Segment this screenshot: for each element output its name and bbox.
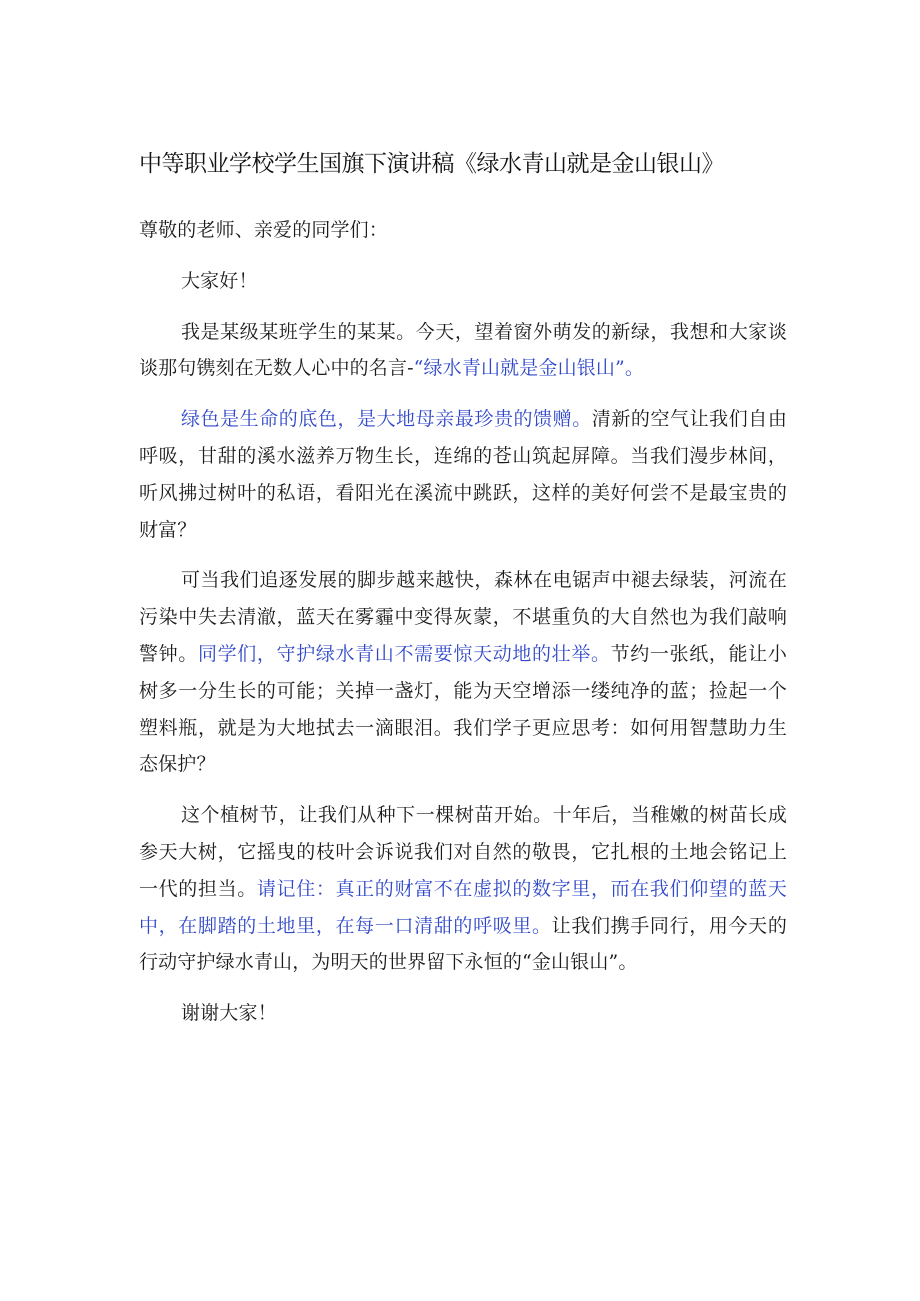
paragraph-4-highlight: 请记住：真正的财富不在虚拟的数字里，而在我们仰望的蓝天中，在脚踏的土地里，在每一口清甜的呼吸里。	[139, 877, 787, 937]
paragraph-3-highlight: 同学们，守护绿水青山不需要惊天动地的壮举。	[197, 642, 611, 665]
paragraph-1	[139, 314, 787, 388]
paragraph-2-text: 清新的空气让我们自由呼吸，甘甜的溪水滋养万物生长，连绵的苍山筑起屏障。当我们漫步林间，听风拂过树叶的私语，看阳光在溪流中跳跃，这样的美好何尝不是最宝贵的财富？	[139, 408, 787, 541]
paragraph-1-highlight: “绿水青山就是金山银山”。	[413, 357, 645, 380]
paragraph-2	[139, 401, 787, 548]
salutation: 尊敬的老师、亲爱的同学们：	[139, 219, 388, 241]
paragraph-4-text-after: 让我们携手同行，用今天的行动守护绿水青山，为明天的世界留下永恒的“金山银山”。	[139, 914, 787, 974]
paragraph-4	[139, 797, 787, 981]
document-title: 中等职业学校学生国旗下演讲稿《绿水青山就是金山银山》	[139, 151, 724, 177]
paragraph-3-text-before: 可当我们追逐发展的脚步越来越快，森林在电锯声中褪去绿装，河流在污染中失去清澈，蓝天在雾霾中变得灰蒙，不堪重负的大自然也为我们敲响警钟。	[139, 569, 787, 665]
paragraph-3-text-after: 节约一张纸，能让小树多一分生长的可能；关掉一盏灯，能为天空增添一缕纯净的蓝；捡起一个塑料瓶，就是为大地拭去一滴眼泪。我们学子更应思考：如何用智慧助力生态保护？	[139, 642, 787, 776]
paragraph-1-text: 我是某级某班学生的某某。今天，望着窗外萌发的新绿，我想和大家谈谈那句镌刻在无数人心中的名言-	[139, 320, 787, 380]
paragraph-4-text-before: 这个植树节，让我们从种下一棵树苗开始。十年后，当稚嫩的树苗长成参天大树，它摇曳的枝叶会诉说我们对自然的敬畏，它扎根的土地会铭记上一代的担当。	[139, 804, 787, 900]
paragraph-3	[139, 562, 787, 783]
greeting: 大家好！	[181, 269, 258, 292]
paragraph-2-highlight: 绿色是生命的底色，是大地母亲最珍贵的馈赠。	[181, 408, 592, 431]
speech-body	[139, 212, 787, 1046]
closing: 谢谢大家！	[181, 1002, 277, 1025]
